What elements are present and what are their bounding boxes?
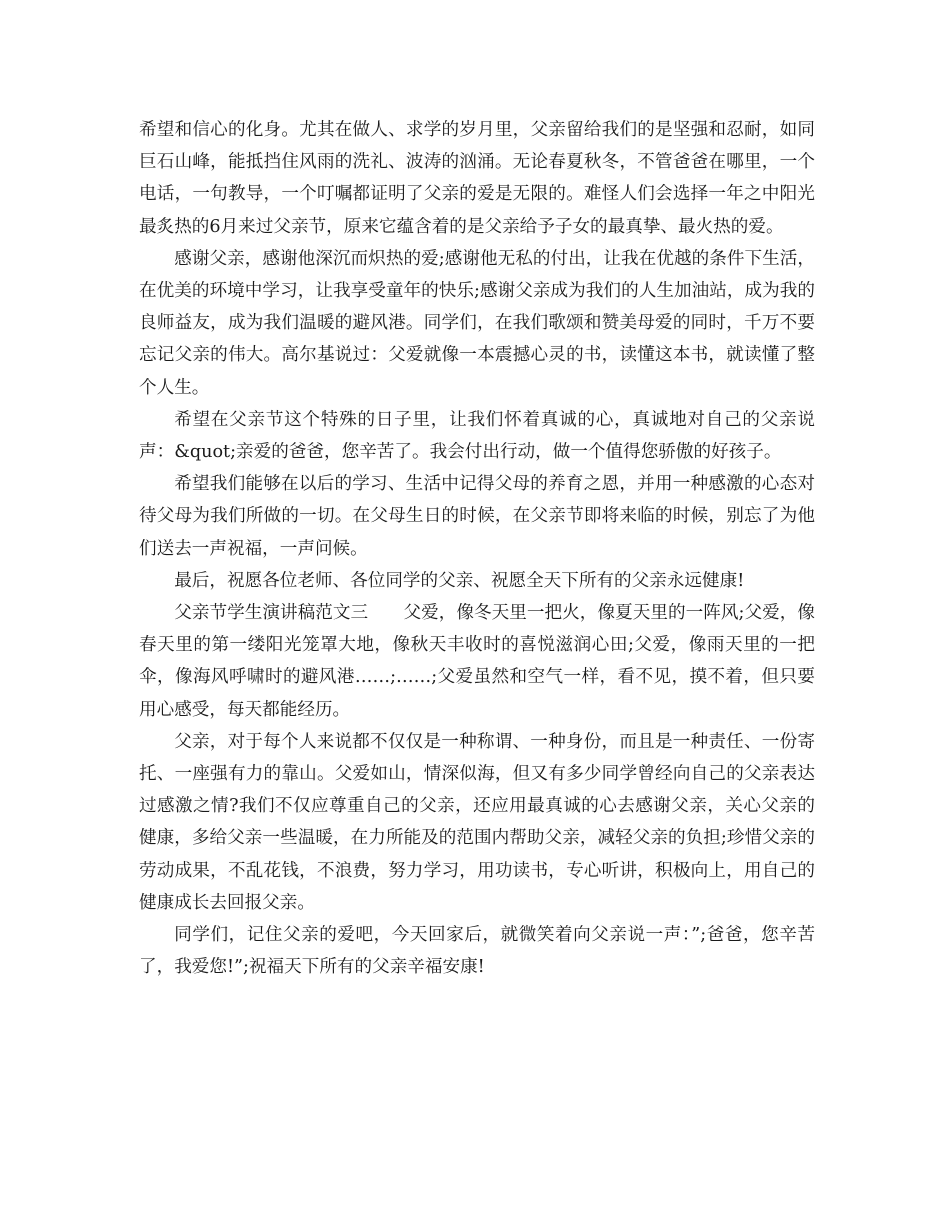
paragraph-5: 最后，祝愿各位老师、各位同学的父亲、祝愿全天下所有的父亲永远健康! xyxy=(174,570,745,591)
paragraph-3: 希望在父亲节这个特殊的日子里，让我们怀着真诚的心，真诚地对自己的父亲说声：&quot;亲爱的爸爸，您辛苦了。我会付出行动，做一个值得您骄傲的好孩子。 xyxy=(139,409,815,463)
document-page xyxy=(139,114,815,983)
paragraph-8: 同学们，记住父亲的爱吧，今天回家后，就微笑着向父亲说一声：”;爸爸，您辛苦了，我爱您!”;祝福天下所有的父亲辛福安康! xyxy=(139,925,815,978)
paragraph-7: 父亲，对于每个人来说都不仅仅是一种称谓、一种身份，而且是一种责任、一份寄托、一座强有力的靠山。父爱如山，情深似海，但又有多少同学曾经向自己的父亲表达过感激之情?我们不仅应尊重自己的父亲，还应用最真诚的心去感谢父亲，关心父亲的健康，多给父亲一些温暖，在力所能及的范围内帮助父亲，减轻父亲的负担;珍惜父亲的劳动成果，不乱花钱，不浪费，努力学习，用功读书，专心听讲，积极向上，用自己的健康成长去回报父亲。 xyxy=(139,731,815,913)
paragraph-1: 希望和信心的化身。尤其在做人、求学的岁月里，父亲留给我们的是坚强和忍耐，如同巨石山峰，能抵挡住风雨的洗礼、波涛的汹涌。无论春夏秋冬，不管爸爸在哪里，一个电话，一句教导，一个叮嘱都证明了父亲的爱是无限的。难怪人们会选择一年之中阳光最炙热的6月来过父亲节，原来它蕴含着的是父亲给予子女的最真挚、最火热的爱。 xyxy=(139,120,815,237)
paragraph-2: 感谢父亲，感谢他深沉而炽热的爱;感谢他无私的付出，让我在优越的条件下生活，在优美的环境中学习，让我享受童年的快乐;感谢父亲成为我们的人生加油站，成为我的良师益友，成为我们温暖的避风港。同学们，在我们歌颂和赞美母爱的同时，千万不要忘记父亲的伟大。高尔基说过：父爱就像一本震撼心灵的书，读懂这本书，就读懂了整个人生。 xyxy=(139,248,815,398)
paragraph-4: 希望我们能够在以后的学习、生活中记得父母的养育之恩，并用一种感激的心态对待父母为我们所做的一切。在父母生日的时候，在父亲节即将来临的时候，别忘了为他们送去一声祝福，一声问候。 xyxy=(139,474,815,559)
paragraph-6: 父亲节学生演讲稿范文三 父爱，像冬天里一把火，像夏天里的一阵风;父爱，像春天里的第一缕阳光笼罩大地，像秋天丰收时的喜悦滋润心田;父爱，像雨天里的一把伞，像海风呼啸时的避风港……;……;父爱虽然和空气一样，看不见，摸不着，但只要用心感受，每天都能经历。 xyxy=(139,603,815,720)
